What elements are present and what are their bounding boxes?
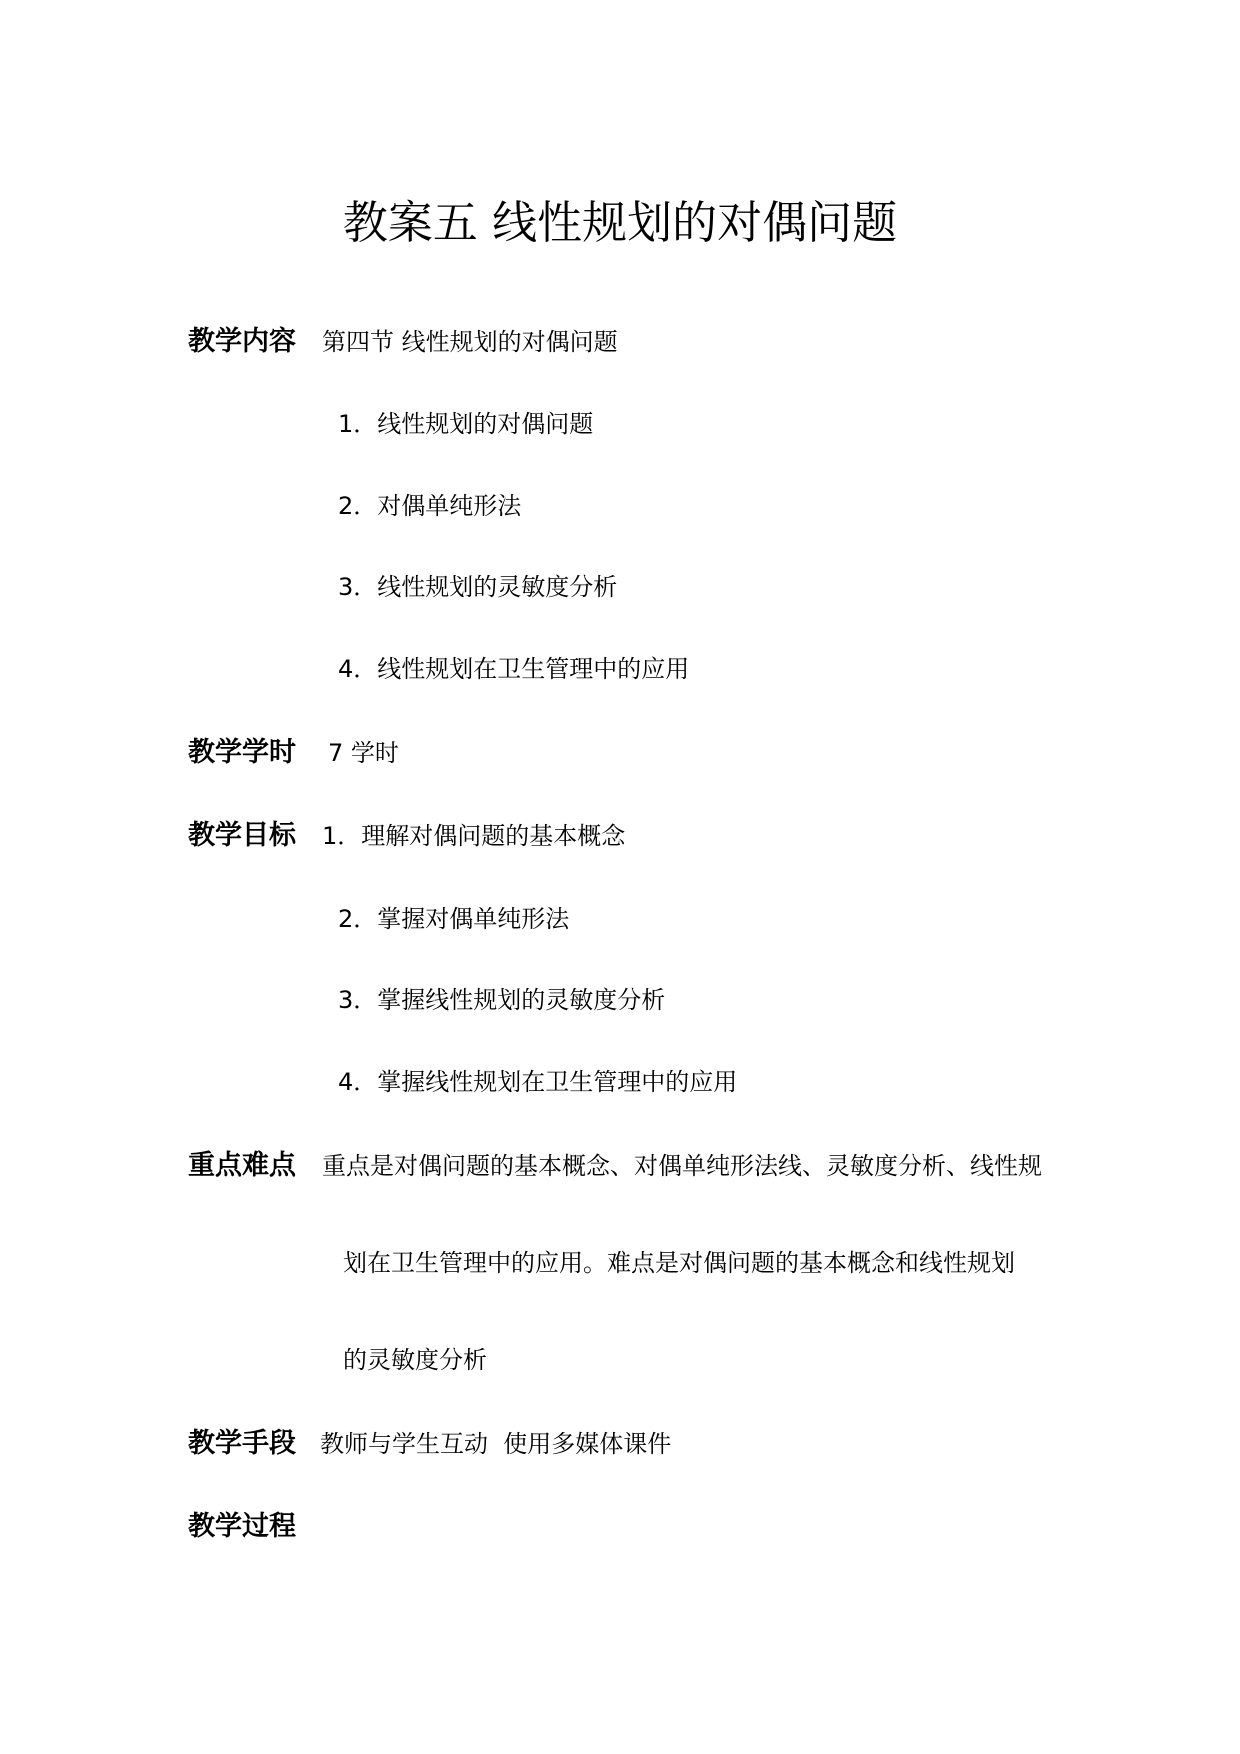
content-label: 教学内容	[188, 326, 296, 357]
objective-item: 1．理解对偶问题的基本概念	[322, 822, 626, 850]
methods-label: 教学手段	[188, 1428, 296, 1459]
methods-value: 教师与学生互动 使用多媒体课件	[320, 1430, 672, 1458]
key-points-line: 的灵敏度分析	[343, 1346, 487, 1374]
process-label: 教学过程	[188, 1511, 296, 1542]
hours-value: 7 学时	[328, 739, 399, 767]
objective-item: 4．掌握线性规划在卫生管理中的应用	[338, 1068, 738, 1096]
content-heading: 第四节 线性规划的对偶问题	[322, 328, 618, 356]
content-item: 1．线性规划的对偶问题	[338, 410, 594, 438]
content-item: 3．线性规划的灵敏度分析	[338, 573, 618, 601]
key-points-line: 重点是对偶问题的基本概念、对偶单纯形法线、灵敏度分析、线性规	[322, 1152, 1042, 1180]
objective-item: 3．掌握线性规划的灵敏度分析	[338, 986, 666, 1014]
objectives-label: 教学目标	[188, 820, 296, 851]
key-points-line: 划在卫生管理中的应用。难点是对偶问题的基本概念和线性规划	[343, 1249, 1015, 1277]
hours-label: 教学学时	[188, 737, 296, 768]
key-points-label: 重点难点	[188, 1150, 296, 1181]
objective-item: 2．掌握对偶单纯形法	[338, 905, 570, 933]
content-item: 4．线性规划在卫生管理中的应用	[338, 655, 690, 683]
page-title: 教案五 线性规划的对偶问题	[342, 196, 898, 249]
content-item: 2．对偶单纯形法	[338, 492, 522, 520]
